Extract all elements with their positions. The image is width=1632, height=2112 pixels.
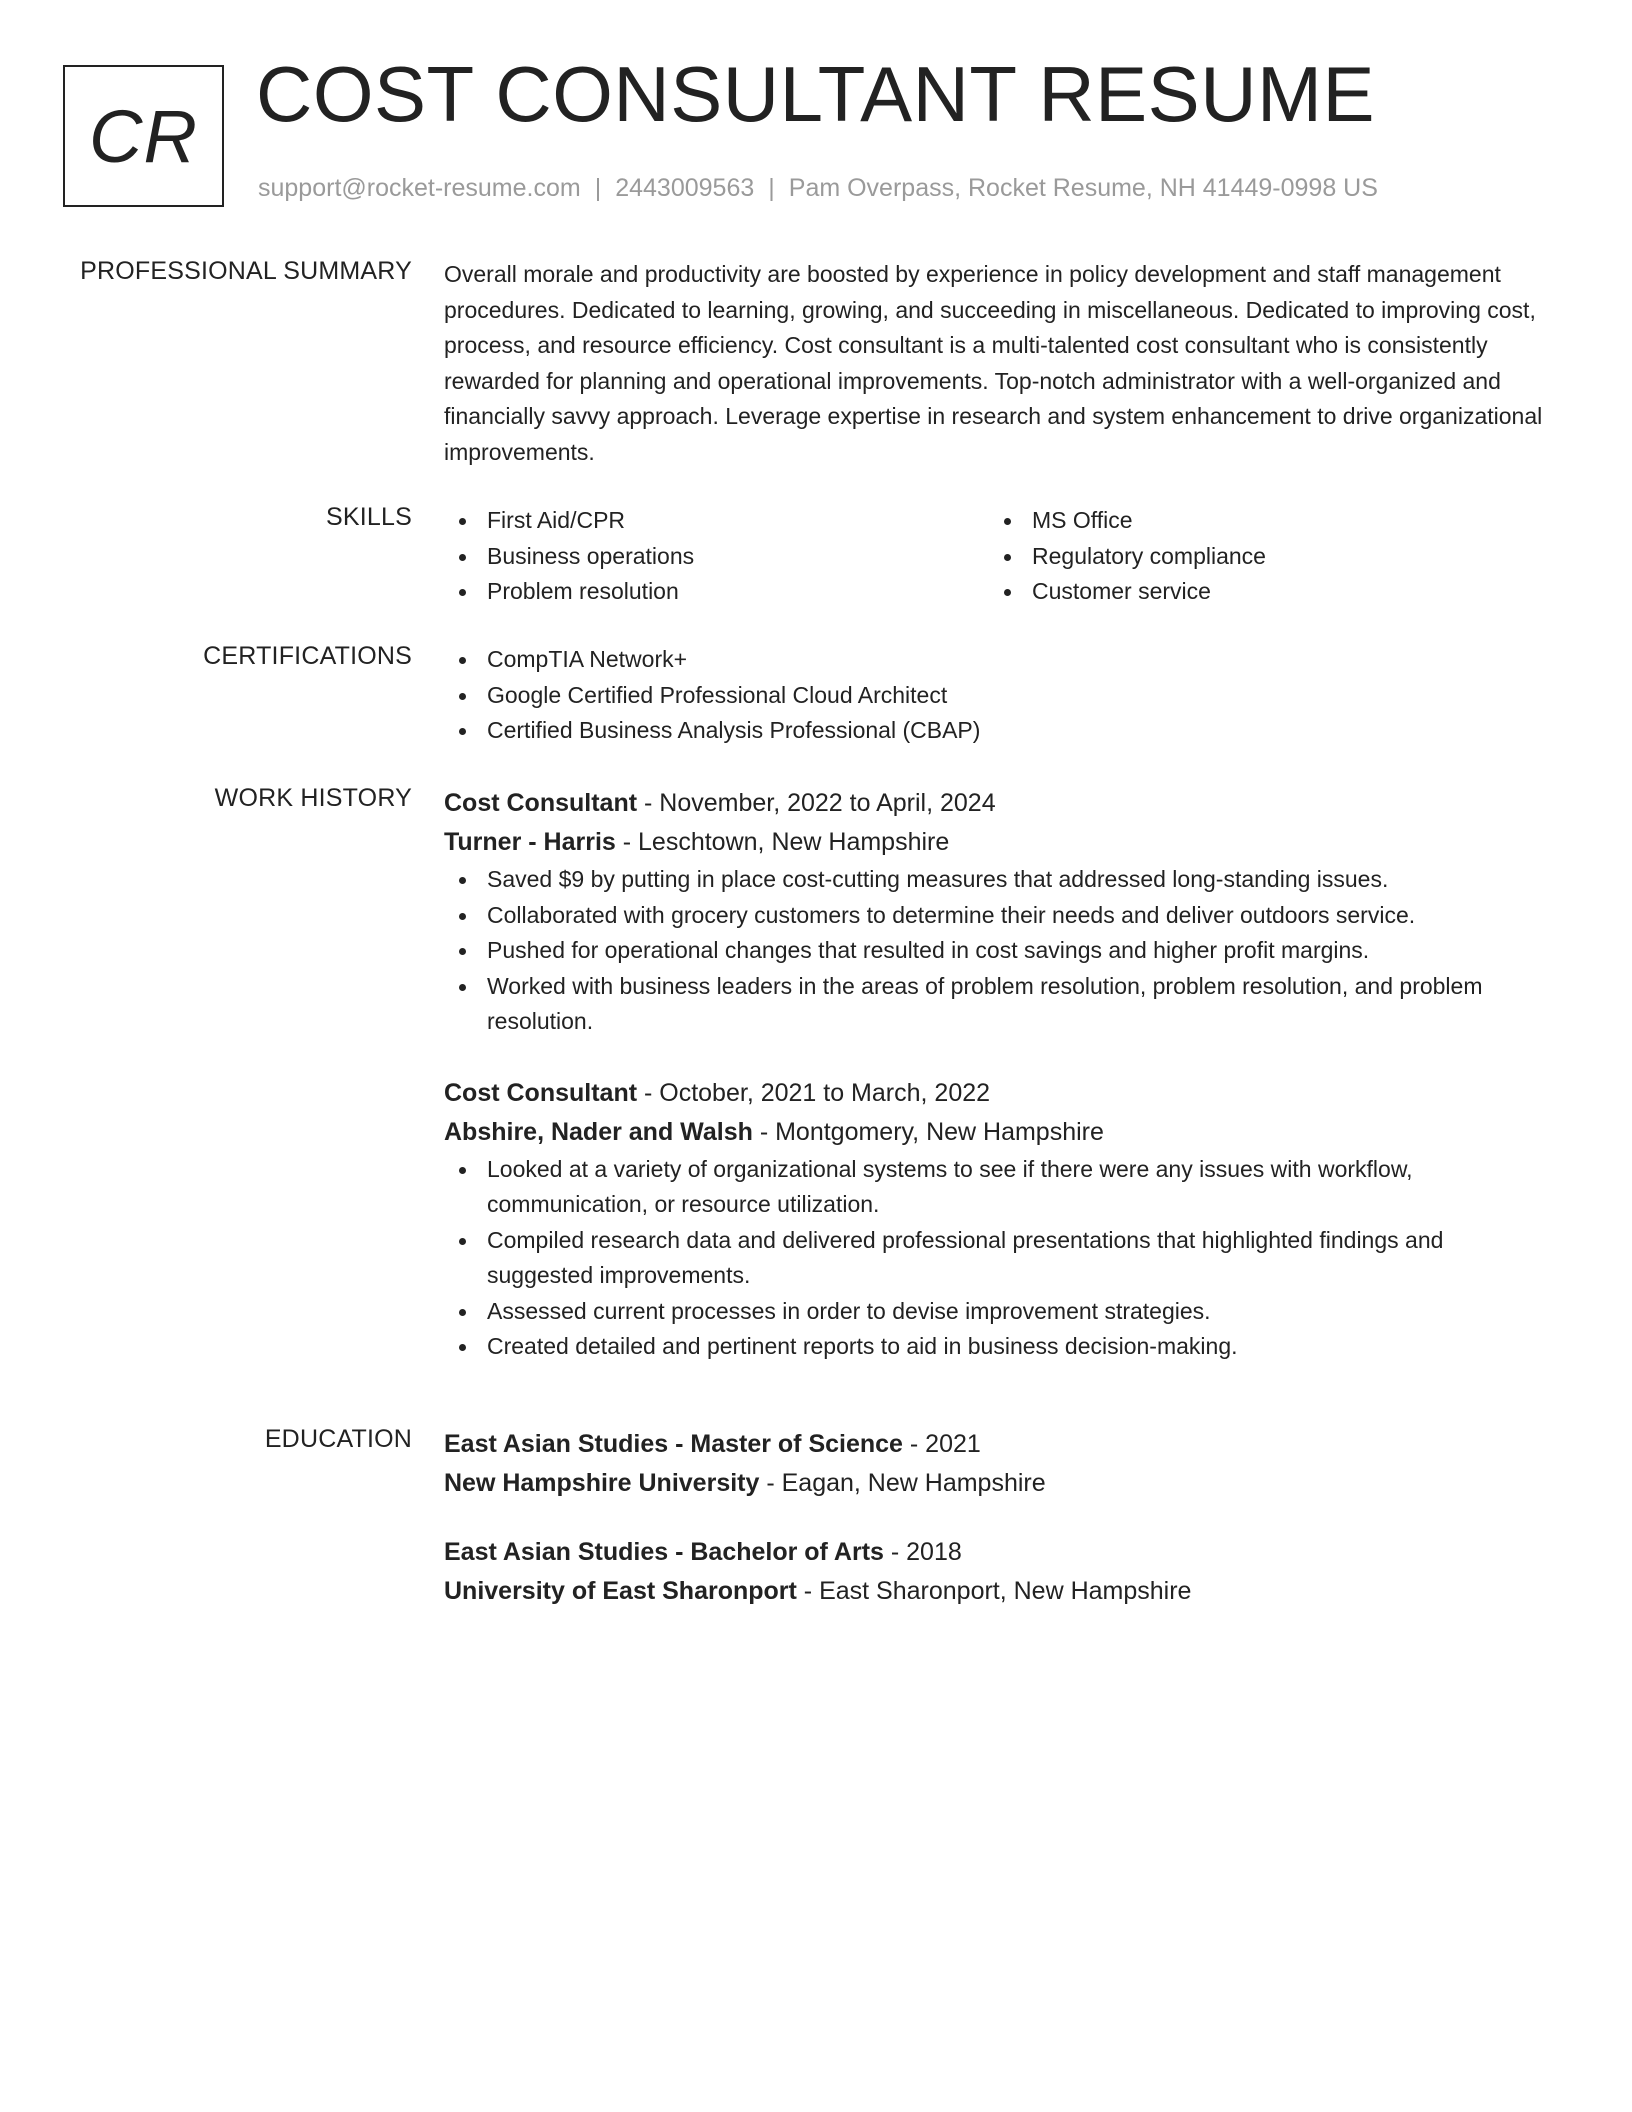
education-body (444, 1425, 1544, 1641)
certification-item: Certified Business Analysis Professional (CBAP) (444, 713, 1544, 749)
contact-email: support@rocket-resume.com (258, 174, 581, 202)
job-dates: - November, 2022 to April, 2024 (637, 789, 996, 817)
job-entry (444, 1074, 1544, 1365)
skill-item: Regulatory compliance (989, 539, 1534, 575)
job-entry (444, 784, 1544, 1040)
section-heading: WORK HISTORY (214, 784, 412, 812)
certification-item: CompTIA Network+ (444, 642, 1544, 678)
job-title-line (444, 784, 1544, 823)
job-company-line (444, 823, 1544, 862)
job-duty: Worked with business leaders in the areas of problem resolution, problem resolution, and problem resolution. (444, 969, 1544, 1040)
graduation-year: - 2021 (902, 1430, 981, 1458)
job-duty: Created detailed and pertinent reports to aid in business decision-making. (444, 1329, 1544, 1365)
summary-text: Overall morale and productivity are boosted by experience in policy development and staff management procedures. Dedicated to learning, growing, and succeeding in miscellaneous. Dedicated to improving cost, process, and resource efficiency. Cost consultant is a multi-talented cost consultant who is consistently rewarded for planning and operational improvements. Top-notch administrator with a well-organized and financially savvy approach. Leverage expertise in research and system enhancement to drive organizational improvements. (444, 261, 1543, 465)
certification-item: Google Certified Professional Cloud Architect (444, 678, 1544, 714)
skills-column-1 (444, 503, 989, 610)
school-location: - East Sharonport, New Hampshire (796, 1577, 1192, 1605)
job-location: - Montgomery, New Hampshire (752, 1117, 1104, 1146)
degree-line (444, 1425, 1544, 1464)
skill-item: Problem resolution (444, 574, 989, 610)
school-location: - Eagan, New Hampshire (759, 1469, 1046, 1497)
summary-body (444, 257, 1544, 470)
job-duties (444, 862, 1544, 1040)
resume-title: COST CONSULTANT RESUME (256, 50, 1376, 138)
job-title-line (444, 1074, 1544, 1113)
skill-item: First Aid/CPR (444, 503, 989, 539)
skills-body (444, 503, 1544, 610)
job-duty: Compiled research data and delivered professional presentations that highlighted findings and suggested improvements. (444, 1223, 1544, 1294)
job-company-line (444, 1113, 1544, 1152)
section-heading: EDUCATION (264, 1425, 412, 1453)
job-duty: Saved $9 by putting in place cost-cutting measures that addressed long-standing issues. (444, 862, 1544, 898)
job-company: Abshire, Nader and Walsh (444, 1117, 753, 1146)
section-heading: PROFESSIONAL SUMMARY (80, 257, 412, 285)
graduation-year: - 2018 (883, 1538, 962, 1566)
skill-item: MS Office (989, 503, 1534, 539)
education-entry (444, 1533, 1544, 1611)
school: University of East Sharonport (444, 1577, 797, 1605)
job-duty: Collaborated with grocery customers to determine their needs and deliver outdoors service. (444, 898, 1544, 934)
job-duties (444, 1152, 1544, 1365)
job-duty: Assessed current processes in order to devise improvement strategies. (444, 1294, 1544, 1330)
degree: East Asian Studies - Bachelor of Arts (444, 1538, 884, 1566)
job-duty: Looked at a variety of organizational systems to see if there were any issues with workflow, communication, or resource utilization. (444, 1152, 1544, 1223)
certifications-body (444, 642, 1544, 749)
school: New Hampshire University (444, 1469, 760, 1497)
education-entry (444, 1425, 1544, 1503)
certification-list (444, 642, 1544, 749)
school-line (444, 1572, 1544, 1611)
job-location: - Leschtown, New Hampshire (615, 828, 950, 856)
contact-address: Pam Overpass, Rocket Resume, NH 41449-0998 US (788, 174, 1378, 202)
contact-separator: | (768, 174, 775, 202)
job-dates: - October, 2021 to March, 2022 (637, 1078, 991, 1107)
contact-line (258, 174, 1378, 203)
job-title: Cost Consultant (444, 789, 638, 817)
degree-line (444, 1533, 1544, 1572)
skill-item: Business operations (444, 539, 989, 575)
job-company: Turner - Harris (444, 828, 616, 856)
section-heading: CERTIFICATIONS (203, 642, 412, 670)
job-duty: Pushed for operational changes that resulted in cost savings and higher profit margins. (444, 933, 1544, 969)
skills-column-2 (989, 503, 1534, 610)
degree: East Asian Studies - Master of Science (444, 1430, 903, 1458)
contact-separator: | (594, 174, 602, 202)
skill-item: Customer service (989, 574, 1534, 610)
monogram-text: CR (89, 94, 198, 178)
section-heading: SKILLS (326, 503, 412, 531)
work-history-body (444, 784, 1544, 1399)
school-line (444, 1464, 1544, 1503)
contact-phone: 2443009563 (615, 174, 755, 202)
job-title: Cost Consultant (444, 1078, 638, 1107)
monogram-logo (63, 65, 224, 207)
